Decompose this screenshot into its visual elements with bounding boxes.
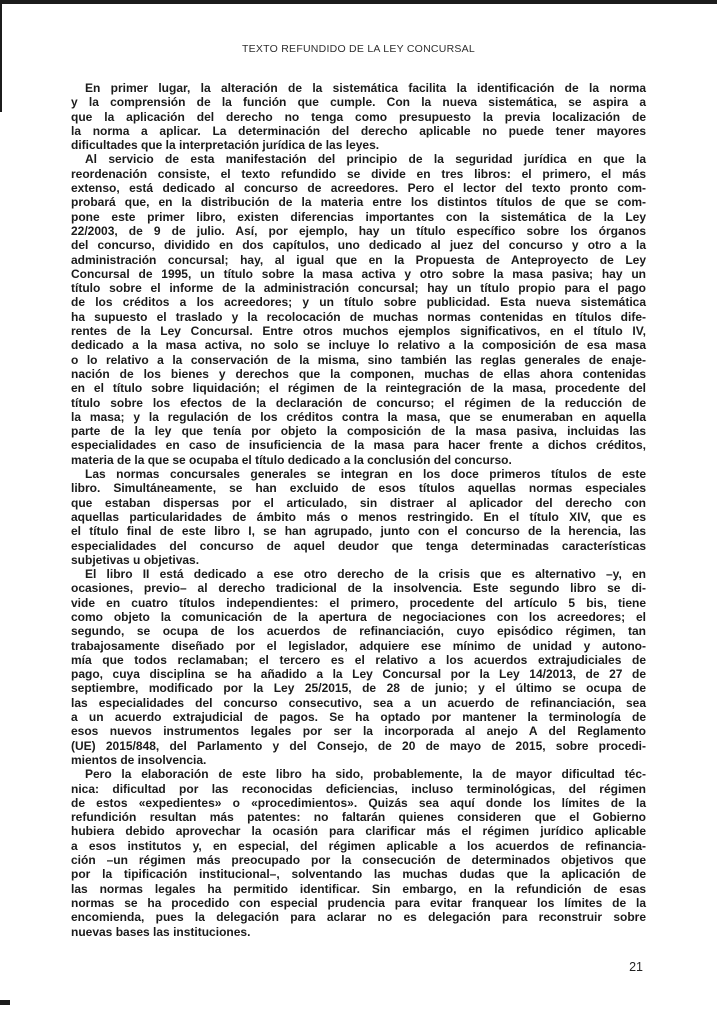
text-line: Las normas concursales generales se integran en los doce primeros títulos de este (85, 467, 646, 482)
text-line: como objeto la comunicación de la apertura de negociaciones con los acreedores; el (71, 609, 646, 624)
text-line: a un acuerdo extrajudicial de pagos. Se ha optado por mantener la terminología de (71, 710, 646, 725)
document-body (71, 81, 646, 939)
text-line: ocasiones, previo– al derecho tradicional de la insolvencia. Este segundo libro se di- (71, 581, 646, 596)
text-line: extenso, está dedicado al concurso de acreedores. Pero el lector del texto pronto com- (71, 181, 646, 196)
text-line: especialidades del concurso de aquel deudor que tenga determinadas características (71, 538, 646, 553)
paragraph (71, 567, 646, 767)
text-line: del concurso, dividido en dos capítulos, uno dedicado al juez del concurso y otro a la (71, 238, 646, 253)
text-line: dedicado a la masa activa, no solo se incluye lo relativo a la composición de esa masa (71, 338, 646, 353)
text-line: 22/2003, de 9 de julio. Así, por ejemplo, hay un título específico sobre los órganos (71, 223, 646, 238)
text-line: por la tipificación institucional–, solventando las muchas dudas que la aplicación de (71, 867, 646, 882)
text-line: nuevas bases las instituciones. (71, 924, 251, 939)
text-line: que estaban dispersas por el articulado, sin distraer al aplicador del derecho con (71, 495, 646, 510)
scan-artifact-left-edge (0, 0, 2, 112)
text-line: En primer lugar, la alteración de la sistemática facilita la identificación de la norma (85, 81, 646, 95)
text-line: encomienda, pues la delegación para aclarar no es delegación para reconstruir sobre (71, 910, 646, 925)
text-line: refundición resultan más patentes: no faltarán quienes consideren que el Gobierno (71, 810, 646, 825)
text-line: mía que todos reclamaban; el tercero es el relativo a los acuerdos extrajudiciales de (71, 652, 646, 667)
text-line: trabajosamente diseñado por el legislador, adquiere ese mínimo de unidad y autono- (71, 638, 646, 653)
text-line: y la comprensión de la función que cumple. Con la nueva sistemática, se aspira a (71, 95, 646, 110)
paragraph (71, 152, 646, 467)
page-number: 21 (629, 960, 643, 974)
text-line: aquellas particularidades de ámbito más o menos restringido. En el título XIV, que es (71, 509, 646, 524)
text-line: el título final de este libro I, se han agrupado, junto con el concurso de la herencia, las (71, 524, 646, 539)
text-line: las normas legales ha permitido identificar. Sin embargo, en la refundición de esas (71, 881, 646, 896)
text-line: Pero la elaboración de este libro ha sido, probablemente, la de mayor dificultad téc- (85, 767, 646, 782)
text-line: mientos de insolvencia. (71, 752, 207, 767)
text-line: de estos «expedientes» o «procedimientos». Quizás sea aquí donde los límites de la (71, 795, 646, 810)
text-line: administración concursal; hay, al igual que en la Propuesta de Anteproyecto de Ley (71, 252, 646, 267)
text-line: pone este primer libro, existen diferencias importantes con la sistemática de la Ley (71, 209, 646, 224)
paragraph (71, 81, 646, 152)
text-line: a esos institutos y, en especial, del régimen aplicable a los acuerdos de refinancia- (71, 838, 646, 853)
text-line: rentes de la Ley Concursal. Entre otros muchos ejemplos significativos, en el título IV, (71, 324, 646, 339)
text-line: la norma a aplicar. La determinación del derecho aplicable no puede tener mayores (71, 123, 646, 138)
text-line: reordenación consiste, el texto refundido se divide en tres libros: el primero, el más (71, 166, 646, 181)
text-line: hubiera debido aprovechar la ocasión para clarificar más el régimen jurídico aplicable (71, 824, 646, 839)
paragraph (71, 467, 646, 567)
text-line: esos nuevos instrumentos legales por ser la incorporada al anejo A del Reglamento (71, 724, 646, 739)
text-line: de los créditos a los acreedores; y un título sobre publicidad. Esta nueva sistemática (71, 295, 646, 310)
text-line: la masa; y la regulación de los créditos contra la masa, que se enumeraban en aquella (71, 409, 646, 424)
text-line: título sobre el informe de la administración concursal; hay un título propio para el pago (71, 281, 646, 296)
running-header: TEXTO REFUNDIDO DE LA LEY CONCURSAL (242, 43, 475, 55)
text-line: pago, cuya disciplina se ha añadido a la Ley Concursal por la Ley 14/2013, de 27 de (71, 667, 646, 682)
text-line: (UE) 2015/848, del Parlamento y del Consejo, de 20 de mayo de 2015, sobre procedi- (71, 738, 646, 753)
text-line: subjetivas u objetivas. (71, 552, 200, 567)
text-line: dificultades que la interpretación jurídica de las leyes. (71, 138, 380, 153)
text-line: materia de la que se ocupaba el título dedicado a la conclusión del concurso. (71, 452, 512, 467)
text-line: especialidades en caso de insuficiencia de la masa para hacer frente a dichos créditos, (71, 438, 646, 453)
text-line: parte de la ley que tenía por objeto la composición de la masa pasiva, incluidas las (71, 424, 646, 439)
text-line: libro. Simultáneamente, se han excluido de esos títulos aquellas normas especiales (71, 481, 646, 496)
text-line: nación de los bienes y derechos que la componen, muchas de ellas ahora contenidas (71, 366, 646, 381)
text-line: septiembre, modificado por la Ley 25/2015, de 28 de junio; y el último se ocupa de (71, 681, 646, 696)
text-line: Concursal de 1995, un título sobre la masa activa y otro sobre la masa pasiva; hay un (71, 266, 646, 281)
text-line: segundo, se ocupa de los acuerdos de refinanciación, cuyo episódico régimen, tan (71, 624, 646, 639)
text-line: o lo relativo a la conservación de la misma, sino también las reglas generales de enaje- (71, 352, 646, 367)
text-line: las especialidades del concurso consecutivo, sea a un acuerdo de refinanciación, sea (71, 695, 646, 710)
scan-artifact-bottom-left-mark (0, 1000, 10, 1005)
text-line: nica: dificultad por las reconocidas deficiencias, incluso terminológicas, del régimen (71, 781, 646, 796)
paragraph (71, 767, 646, 939)
text-line: Al servicio de esta manifestación del principio de la seguridad jurídica en que la (85, 152, 646, 167)
text-line: vide en cuatro títulos independientes: el primero, procedente del artículo 5 bis, tiene (71, 595, 646, 610)
text-line: normas se ha procedido con especial prudencia para evitar franquear los límites de la (71, 895, 646, 910)
scan-artifact-top-edge (0, 0, 717, 4)
text-line: título sobre los efectos de la declaración de concurso; el régimen de la reducción de (71, 395, 646, 410)
text-line: ha supuesto el traslado y la recolocación de muchas normas contenidas en títulos dife- (71, 309, 646, 324)
text-line: El libro II está dedicado a ese otro derecho de la crisis que es alternativo –y, en (85, 567, 646, 582)
text-line: probará que, en la distribución de la materia entre los distintos títulos de que se com- (71, 195, 646, 210)
text-line: que la aplicación del derecho no tenga como presupuesto la previa localización de (71, 109, 646, 124)
text-line: ción –un régimen más preocupado por la consecución de determinados objetivos que (71, 853, 646, 868)
text-line: en el título sobre liquidación; el régimen de la reintegración de la masa, procedente del (71, 381, 646, 396)
